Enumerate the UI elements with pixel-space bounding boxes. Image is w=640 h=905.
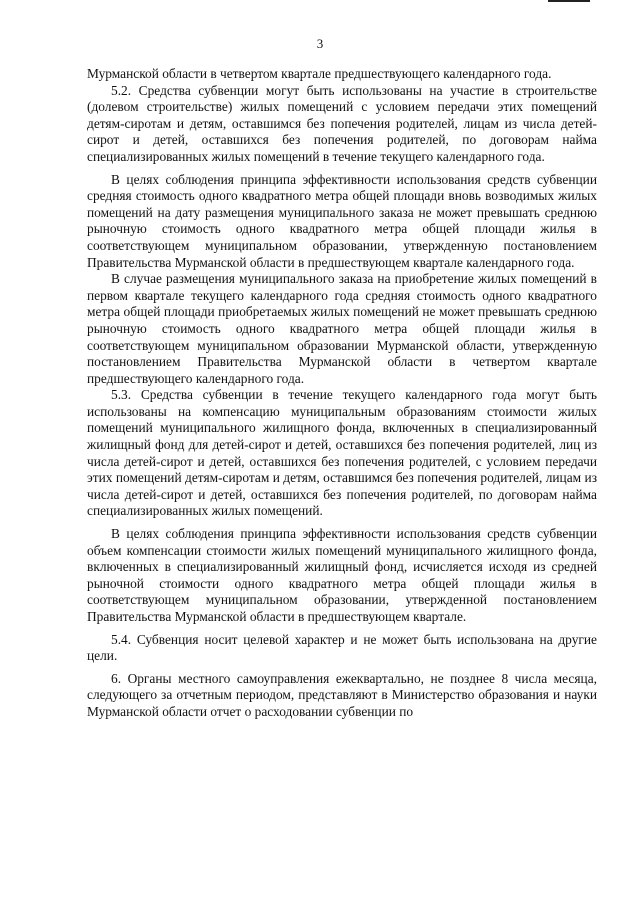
paragraph-continuation: Мурманской области в четвертом квартале предшествующего календарного года. — [87, 66, 552, 81]
paragraph-5-2: 5.2. Средства субвенции могут быть использованы на участие в строительстве (долевом строительстве) жилых помещений с условием передачи этих помещений детям-сиротам и детям, оставшимся без попечения родителей, лицам из числа детей-сирот и детей, оставшихся без попечения родителей, по договорам найма специализированных жилых помещений в течение текущего календарного года. — [87, 82, 597, 164]
paragraph-5-4: 5.4. Субвенция носит целевой характер и не может быть использована на другие цели. — [87, 631, 597, 664]
paragraph-5-2-efficiency: В целях соблюдения принципа эффективности использования средств субвенции средняя стоимость одного квадратного метра общей площади вновь возводимых жилых помещений на дату размещения муниципального заказа не может превышать среднюю рыночную стоимость одного квадратного метра общей площади жилья в соответствующем муниципальном образовании, утвержденную постановлением Правительства Мурманской области в предшествующем квартале календарного года. — [87, 171, 597, 270]
corner-mark — [548, 0, 590, 2]
paragraph-5-3-efficiency: В целях соблюдения принципа эффективности использования средств субвенции объем компенсации стоимости жилых помещений муниципального жилищного фонда, включенных в специализированный жилищный фонд, исчисляется исходя из средней рыночной стоимости одного квадратного метра общей площади жилья в соответствующем муниципальном образовании, утвержденной постановлением Правительства Мурманской области в предшествующем квартале. — [87, 526, 597, 624]
page-number: 3 — [316, 36, 324, 51]
paragraph-5-2-first-quarter: В случае размещения муниципального заказа на приобретение жилых помещений в первом квартале текущего календарного года средняя стоимость одного квадратного метра общей площади приобретаемых жилых помещений не может превышать среднюю рыночную стоимость одного квадратного метра общей площади жилья в соответствующем муниципальном образовании Мурманской области, утвержденную постановлением Правительства Мурманской области в четвертом квартале предшествующего календарного года. — [87, 271, 597, 386]
document-body — [87, 66, 597, 721]
paragraph-6: 6. Органы местного самоуправления ежеквартально, не позднее 8 числа месяца, следующего за отчетным периодом, представляют в Министерство образования и науки Мурманской области отчет о расходовании субвенции по — [87, 670, 597, 719]
paragraph-5-3: 5.3. Средства субвенции в течение текущего календарного года могут быть использованы на компенсацию муниципальным образованиям стоимости жилых помещений муниципального жилищного фонда, включенных в специализированный жилищный фонд для детей-сирот и детей, оставшихся без попечения родителей, лиц из числа детей-сирот и детей, оставшихся без попечения родителей, с условием передачи этих помещений детям-сиротам и детям, оставшимся без попечения родителей, лицам из числа детей-сирот и детей, оставшихся без попечения родителей, по договорам найма специализированных жилых помещений. — [87, 387, 597, 519]
